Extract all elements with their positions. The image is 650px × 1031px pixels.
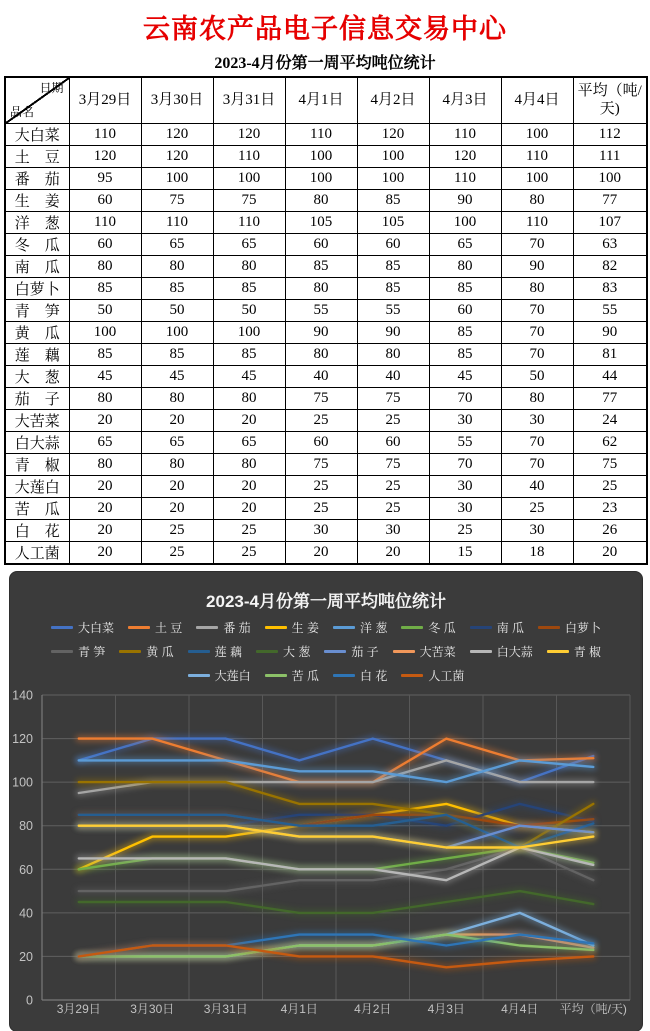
- value-cell: 120: [69, 145, 141, 167]
- value-cell: 85: [357, 189, 429, 211]
- table-row: [5, 277, 647, 299]
- value-cell: 110: [285, 123, 357, 145]
- value-cell: 25: [357, 475, 429, 497]
- y-axis-tick-label: 0: [26, 993, 33, 1007]
- legend-label: 洋 葱: [360, 620, 388, 635]
- value-cell: 25: [429, 519, 501, 541]
- value-cell: 65: [213, 431, 285, 453]
- value-cell: 30: [501, 409, 573, 431]
- tonnage-table: [4, 76, 648, 565]
- table-row: [5, 343, 647, 365]
- product-name-cell: 青 椒: [5, 453, 69, 475]
- product-name-cell: 大莲白: [5, 475, 69, 497]
- value-cell: 20: [141, 475, 213, 497]
- value-cell: 20: [213, 409, 285, 431]
- value-cell: 20: [69, 409, 141, 431]
- value-cell: 80: [69, 387, 141, 409]
- chart-panel: [10, 572, 642, 1031]
- value-cell: 90: [429, 189, 501, 211]
- x-axis-tick-label: 4月1日: [280, 1001, 318, 1016]
- value-cell: 25: [213, 519, 285, 541]
- value-cell: 55: [285, 299, 357, 321]
- product-name-cell: 白萝卜: [5, 277, 69, 299]
- value-cell: 45: [429, 365, 501, 387]
- value-cell: 81: [573, 343, 647, 365]
- value-cell: 110: [429, 123, 501, 145]
- value-cell: 90: [285, 321, 357, 343]
- value-cell: 60: [357, 233, 429, 255]
- value-cell: 25: [285, 475, 357, 497]
- value-cell: 100: [429, 211, 501, 233]
- value-cell: 120: [429, 145, 501, 167]
- value-cell: 90: [501, 255, 573, 277]
- value-cell: 80: [429, 255, 501, 277]
- product-name-cell: 大 葱: [5, 365, 69, 387]
- x-axis-tick-label: 3月31日: [203, 1001, 248, 1016]
- col-header-date: 4月4日: [501, 77, 573, 123]
- value-cell: 85: [429, 343, 501, 365]
- legend-label: 大 葱: [282, 644, 311, 659]
- product-name-cell: 茄 子: [5, 387, 69, 409]
- value-cell: 45: [141, 365, 213, 387]
- value-cell: 70: [429, 453, 501, 475]
- value-cell: 20: [141, 409, 213, 431]
- value-cell: 100: [141, 321, 213, 343]
- legend-label: 莲 藕: [214, 644, 242, 659]
- value-cell: 120: [213, 123, 285, 145]
- value-cell: 80: [285, 189, 357, 211]
- table-row: [5, 299, 647, 321]
- corner-label-date: 日期: [39, 81, 64, 95]
- value-cell: 75: [357, 387, 429, 409]
- value-cell: 65: [141, 431, 213, 453]
- value-cell: 70: [501, 299, 573, 321]
- value-cell: 45: [213, 365, 285, 387]
- product-name-cell: 洋 葱: [5, 211, 69, 233]
- table-row: [5, 321, 647, 343]
- value-cell: 83: [573, 277, 647, 299]
- product-name-cell: 南 瓜: [5, 255, 69, 277]
- value-cell: 80: [501, 387, 573, 409]
- value-cell: 75: [213, 189, 285, 211]
- value-cell: 82: [573, 255, 647, 277]
- value-cell: 110: [501, 145, 573, 167]
- table-row: [5, 475, 647, 497]
- value-cell: 25: [141, 519, 213, 541]
- value-cell: 60: [285, 233, 357, 255]
- table-row: [5, 409, 647, 431]
- value-cell: 80: [213, 453, 285, 475]
- legend-label: 白萝卜: [565, 620, 602, 635]
- value-cell: 75: [285, 453, 357, 475]
- value-cell: 20: [69, 497, 141, 519]
- line-chart: [10, 572, 642, 1031]
- value-cell: 80: [141, 453, 213, 475]
- value-cell: 90: [573, 321, 647, 343]
- product-name-cell: 白 花: [5, 519, 69, 541]
- value-cell: 26: [573, 519, 647, 541]
- legend-label: 白大蒜: [496, 644, 533, 659]
- value-cell: 85: [213, 343, 285, 365]
- value-cell: 80: [213, 387, 285, 409]
- table-corner-cell: [5, 77, 69, 123]
- col-header-date: 4月3日: [429, 77, 501, 123]
- value-cell: 85: [141, 277, 213, 299]
- value-cell: 85: [357, 277, 429, 299]
- y-axis-tick-label: 140: [12, 688, 33, 702]
- value-cell: 80: [285, 277, 357, 299]
- value-cell: 85: [69, 343, 141, 365]
- value-cell: 70: [501, 321, 573, 343]
- value-cell: 25: [285, 497, 357, 519]
- value-cell: 70: [429, 387, 501, 409]
- product-name-cell: 冬 瓜: [5, 233, 69, 255]
- value-cell: 60: [357, 431, 429, 453]
- value-cell: 105: [285, 211, 357, 233]
- value-cell: 24: [573, 409, 647, 431]
- value-cell: 30: [501, 519, 573, 541]
- value-cell: 20: [573, 541, 647, 564]
- value-cell: 60: [285, 431, 357, 453]
- value-cell: 55: [573, 299, 647, 321]
- value-cell: 80: [141, 255, 213, 277]
- value-cell: 85: [69, 277, 141, 299]
- product-name-cell: 生 姜: [5, 189, 69, 211]
- table-row: [5, 497, 647, 519]
- value-cell: 60: [69, 233, 141, 255]
- value-cell: 120: [141, 123, 213, 145]
- value-cell: 25: [213, 541, 285, 564]
- value-cell: 85: [429, 321, 501, 343]
- x-axis-tick-label: 4月3日: [427, 1001, 465, 1016]
- value-cell: 110: [429, 167, 501, 189]
- value-cell: 110: [213, 145, 285, 167]
- value-cell: 100: [69, 321, 141, 343]
- value-cell: 100: [213, 321, 285, 343]
- legend-label: 大白菜: [77, 620, 114, 635]
- y-axis-tick-label: 120: [12, 731, 33, 746]
- table-row: [5, 365, 647, 387]
- value-cell: 75: [357, 453, 429, 475]
- product-name-cell: 白大蒜: [5, 431, 69, 453]
- col-header-date: 4月1日: [285, 77, 357, 123]
- value-cell: 40: [285, 365, 357, 387]
- value-cell: 65: [429, 233, 501, 255]
- value-cell: 100: [357, 167, 429, 189]
- value-cell: 105: [357, 211, 429, 233]
- value-cell: 65: [213, 233, 285, 255]
- legend-label: 人工菌: [428, 668, 465, 683]
- value-cell: 70: [501, 233, 573, 255]
- value-cell: 15: [429, 541, 501, 564]
- value-cell: 77: [573, 189, 647, 211]
- value-cell: 75: [141, 189, 213, 211]
- legend-label: 白 花: [360, 668, 388, 683]
- value-cell: 63: [573, 233, 647, 255]
- value-cell: 65: [69, 431, 141, 453]
- table-header-row: [5, 77, 647, 123]
- value-cell: 62: [573, 431, 647, 453]
- value-cell: 70: [501, 431, 573, 453]
- table-row: [5, 145, 647, 167]
- product-name-cell: 青 笋: [5, 299, 69, 321]
- y-axis-tick-label: 40: [19, 905, 33, 920]
- col-header-date: 4月2日: [357, 77, 429, 123]
- legend-label: 苦 瓜: [291, 668, 319, 683]
- value-cell: 75: [285, 387, 357, 409]
- legend-label: 黄 瓜: [146, 644, 174, 659]
- value-cell: 110: [141, 211, 213, 233]
- value-cell: 25: [357, 497, 429, 519]
- x-axis-tick-label: 平均（吨/天): [559, 1001, 627, 1016]
- value-cell: 60: [429, 299, 501, 321]
- value-cell: 20: [69, 475, 141, 497]
- value-cell: 25: [573, 475, 647, 497]
- value-cell: 100: [573, 167, 647, 189]
- product-name-cell: 苦 瓜: [5, 497, 69, 519]
- product-name-cell: 大苦菜: [5, 409, 69, 431]
- page-title: 云南农产品电子信息交易中心: [143, 14, 507, 44]
- value-cell: 25: [501, 497, 573, 519]
- value-cell: 80: [501, 277, 573, 299]
- value-cell: 100: [501, 123, 573, 145]
- product-name-cell: 土 豆: [5, 145, 69, 167]
- value-cell: 23: [573, 497, 647, 519]
- value-cell: 40: [357, 365, 429, 387]
- value-cell: 120: [357, 123, 429, 145]
- product-name-cell: 大白菜: [5, 123, 69, 145]
- value-cell: 65: [141, 233, 213, 255]
- value-cell: 55: [429, 431, 501, 453]
- corner-label-product: 品名: [10, 104, 35, 119]
- value-cell: 20: [69, 519, 141, 541]
- legend-label: 茄 子: [351, 644, 379, 659]
- value-cell: 45: [69, 365, 141, 387]
- value-cell: 120: [141, 145, 213, 167]
- value-cell: 25: [141, 541, 213, 564]
- value-cell: 112: [573, 123, 647, 145]
- table-row: [5, 453, 647, 475]
- y-axis-tick-label: 60: [19, 862, 33, 877]
- table-row: [5, 431, 647, 453]
- y-axis-tick-label: 20: [19, 949, 33, 964]
- col-header-average: 平均（吨/天): [573, 77, 647, 123]
- value-cell: 100: [285, 145, 357, 167]
- col-header-date: 3月30日: [141, 77, 213, 123]
- value-cell: 85: [429, 277, 501, 299]
- value-cell: 75: [573, 453, 647, 475]
- value-cell: 50: [69, 299, 141, 321]
- product-name-cell: 黄 瓜: [5, 321, 69, 343]
- value-cell: 20: [213, 475, 285, 497]
- legend-label: 冬 瓜: [428, 620, 456, 635]
- value-cell: 25: [357, 409, 429, 431]
- value-cell: 110: [501, 211, 573, 233]
- x-axis-tick-label: 3月30日: [130, 1001, 175, 1016]
- value-cell: 80: [501, 189, 573, 211]
- value-cell: 80: [213, 255, 285, 277]
- table-row: [5, 519, 647, 541]
- value-cell: 77: [573, 387, 647, 409]
- table-row: [5, 211, 647, 233]
- value-cell: 85: [357, 255, 429, 277]
- value-cell: 20: [357, 541, 429, 564]
- value-cell: 100: [501, 167, 573, 189]
- table-row: [5, 541, 647, 564]
- value-cell: 30: [285, 519, 357, 541]
- value-cell: 40: [501, 475, 573, 497]
- value-cell: 20: [213, 497, 285, 519]
- value-cell: 50: [141, 299, 213, 321]
- table-row: [5, 255, 647, 277]
- legend-label: 青 笋: [77, 644, 106, 659]
- legend-label: 生 姜: [291, 620, 319, 635]
- value-cell: 85: [141, 343, 213, 365]
- value-cell: 110: [69, 211, 141, 233]
- page: [0, 7, 650, 1031]
- value-cell: 20: [69, 541, 141, 564]
- legend-label: 青 椒: [573, 644, 602, 659]
- value-cell: 55: [357, 299, 429, 321]
- table-row: [5, 387, 647, 409]
- value-cell: 44: [573, 365, 647, 387]
- value-cell: 30: [429, 409, 501, 431]
- value-cell: 100: [285, 167, 357, 189]
- table-row: [5, 233, 647, 255]
- value-cell: 85: [285, 255, 357, 277]
- value-cell: 80: [141, 387, 213, 409]
- value-cell: 107: [573, 211, 647, 233]
- value-cell: 80: [285, 343, 357, 365]
- value-cell: 90: [357, 321, 429, 343]
- value-cell: 110: [69, 123, 141, 145]
- value-cell: 70: [501, 453, 573, 475]
- y-axis-tick-label: 100: [12, 775, 33, 790]
- x-axis-tick-label: 3月29日: [56, 1001, 101, 1016]
- value-cell: 80: [69, 255, 141, 277]
- value-cell: 100: [213, 167, 285, 189]
- value-cell: 50: [501, 365, 573, 387]
- value-cell: 30: [429, 497, 501, 519]
- value-cell: 70: [501, 343, 573, 365]
- legend-label: 土 豆: [154, 620, 183, 635]
- page-subtitle: 2023-4月份第一周平均吨位统计: [214, 55, 436, 72]
- col-header-date: 3月31日: [213, 77, 285, 123]
- value-cell: 50: [213, 299, 285, 321]
- legend-label: 大苦菜: [419, 644, 456, 659]
- product-name-cell: 人工菌: [5, 541, 69, 564]
- table-body: [5, 123, 647, 564]
- value-cell: 110: [213, 211, 285, 233]
- value-cell: 20: [285, 541, 357, 564]
- value-cell: 80: [69, 453, 141, 475]
- col-header-date: 3月29日: [69, 77, 141, 123]
- chart-title: 2023-4月份第一周平均吨位统计: [206, 591, 446, 611]
- value-cell: 95: [69, 167, 141, 189]
- value-cell: 30: [429, 475, 501, 497]
- table-row: [5, 189, 647, 211]
- legend-label: 番 茄: [223, 620, 251, 635]
- table-row: [5, 123, 647, 145]
- value-cell: 30: [357, 519, 429, 541]
- value-cell: 111: [573, 145, 647, 167]
- value-cell: 20: [141, 497, 213, 519]
- table-row: [5, 167, 647, 189]
- value-cell: 18: [501, 541, 573, 564]
- legend-label: 大莲白: [214, 668, 251, 683]
- product-name-cell: 莲 藕: [5, 343, 69, 365]
- y-axis-tick-label: 80: [19, 818, 33, 833]
- value-cell: 85: [213, 277, 285, 299]
- x-axis-tick-label: 4月4日: [501, 1001, 539, 1016]
- value-cell: 100: [141, 167, 213, 189]
- value-cell: 60: [69, 189, 141, 211]
- product-name-cell: 番 茄: [5, 167, 69, 189]
- value-cell: 80: [357, 343, 429, 365]
- legend-label: 南 瓜: [496, 620, 525, 635]
- x-axis-tick-label: 4月2日: [354, 1001, 392, 1016]
- value-cell: 100: [357, 145, 429, 167]
- value-cell: 25: [285, 409, 357, 431]
